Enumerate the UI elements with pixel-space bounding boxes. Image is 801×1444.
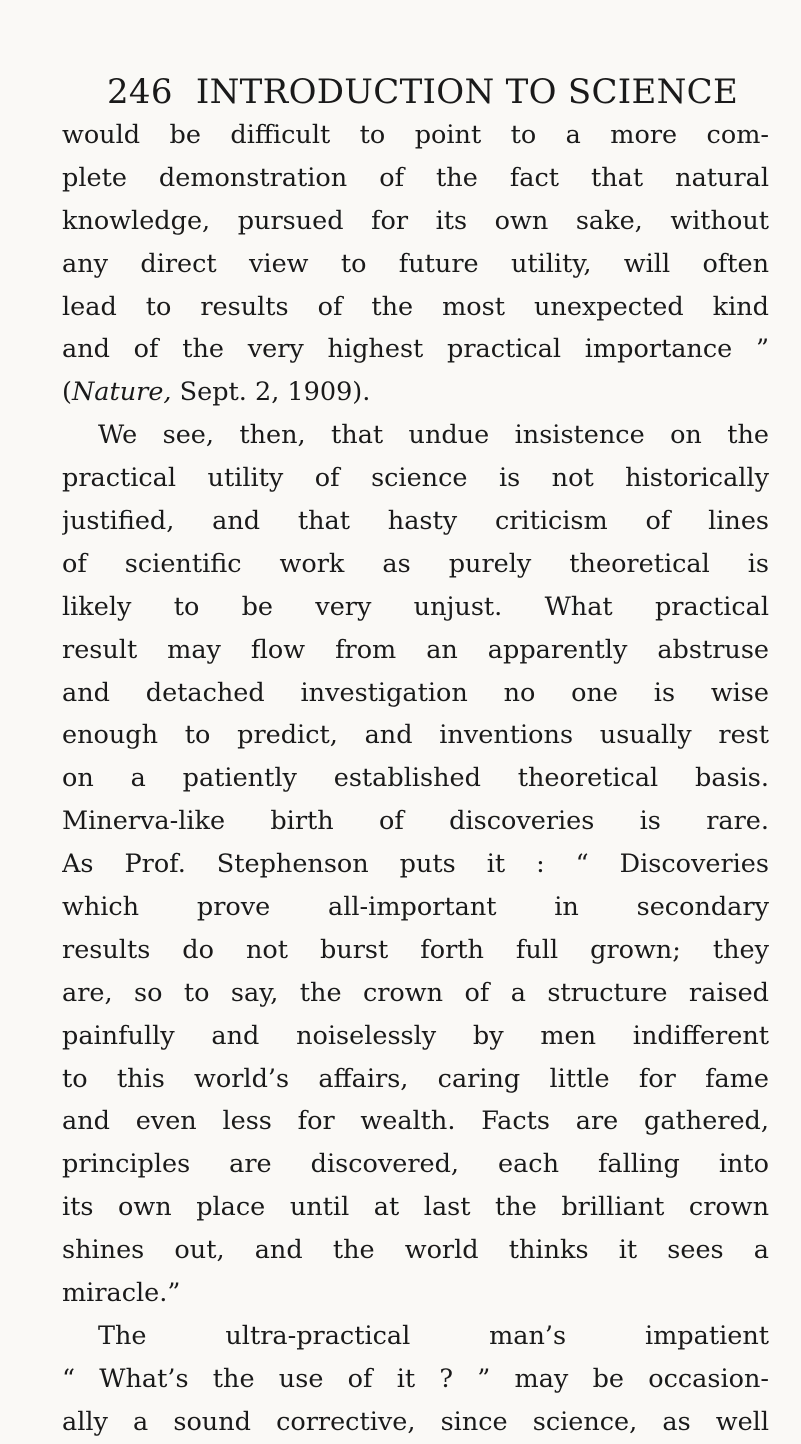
text-line: We see, then, that undue insistence on the bbox=[98, 420, 769, 451]
text-line: shines out, and the world thinks it sees a bbox=[62, 1235, 769, 1266]
text-line: on a patiently established theoretical basis. bbox=[62, 763, 769, 794]
text-line: likely to be very unjust. What practical bbox=[62, 591, 769, 622]
text-line: principles are discovered, each falling into bbox=[62, 1149, 769, 1180]
text-line: result may flow from an apparently abstruse bbox=[62, 634, 769, 665]
text-line: Minerva-like birth of discoveries is rare. bbox=[62, 806, 769, 837]
text-line: painfully and noiselessly by men indifferent bbox=[62, 1020, 769, 1051]
text-line: plete demonstration of the fact that natural bbox=[62, 162, 769, 193]
text-line: would be difficult to point to a more com- bbox=[62, 120, 769, 150]
text-line: results do not burst forth full grown; they bbox=[62, 934, 769, 965]
text-line: miracle.” bbox=[62, 1278, 181, 1309]
text-line: are, so to say, the crown of a structure raised bbox=[62, 977, 769, 1008]
text-line: ally a sound corrective, since science, as well bbox=[62, 1406, 769, 1437]
text-line: The ultra-practical man’s impatient bbox=[98, 1320, 769, 1351]
citation-open: ( bbox=[62, 377, 72, 408]
text-line: and detached investigation no one is wise bbox=[62, 677, 769, 708]
running-title: INTRODUCTION TO SCIENCE bbox=[195, 72, 739, 112]
text-line: of scientific work as purely theoretical is bbox=[62, 548, 769, 579]
citation-journal: Nature, bbox=[71, 377, 172, 408]
text-line: which prove all-important in secondary bbox=[62, 892, 769, 923]
text-line: justified, and that hasty criticism of lines bbox=[62, 506, 769, 537]
running-head bbox=[107, 72, 739, 112]
citation-rest: Sept. 2, 1909). bbox=[171, 377, 371, 408]
text-line: “ What’s the use of it ? ” may be occasion- bbox=[62, 1363, 769, 1394]
page-number: 246 bbox=[107, 72, 173, 112]
text-line: and even less for wealth. Facts are gathered, bbox=[62, 1106, 769, 1137]
text-line: to this world’s affairs, caring little for fame bbox=[62, 1063, 769, 1094]
citation-line bbox=[62, 371, 769, 414]
text-line: its own place until at last the brilliant crown bbox=[62, 1192, 769, 1223]
body-text bbox=[62, 114, 769, 1444]
text-line: As Prof. Stephenson puts it : “ Discoveries bbox=[62, 849, 769, 880]
text-line: and of the very highest practical importance ” bbox=[62, 334, 769, 365]
text-line: lead to results of the most unexpected kind bbox=[62, 291, 769, 322]
text-line: practical utility of science is not historically bbox=[62, 463, 769, 494]
text-line: any direct view to future utility, will often bbox=[62, 248, 769, 279]
text-line: knowledge, pursued for its own sake, without bbox=[62, 205, 769, 236]
text-line: enough to predict, and inventions usually rest bbox=[62, 720, 769, 751]
